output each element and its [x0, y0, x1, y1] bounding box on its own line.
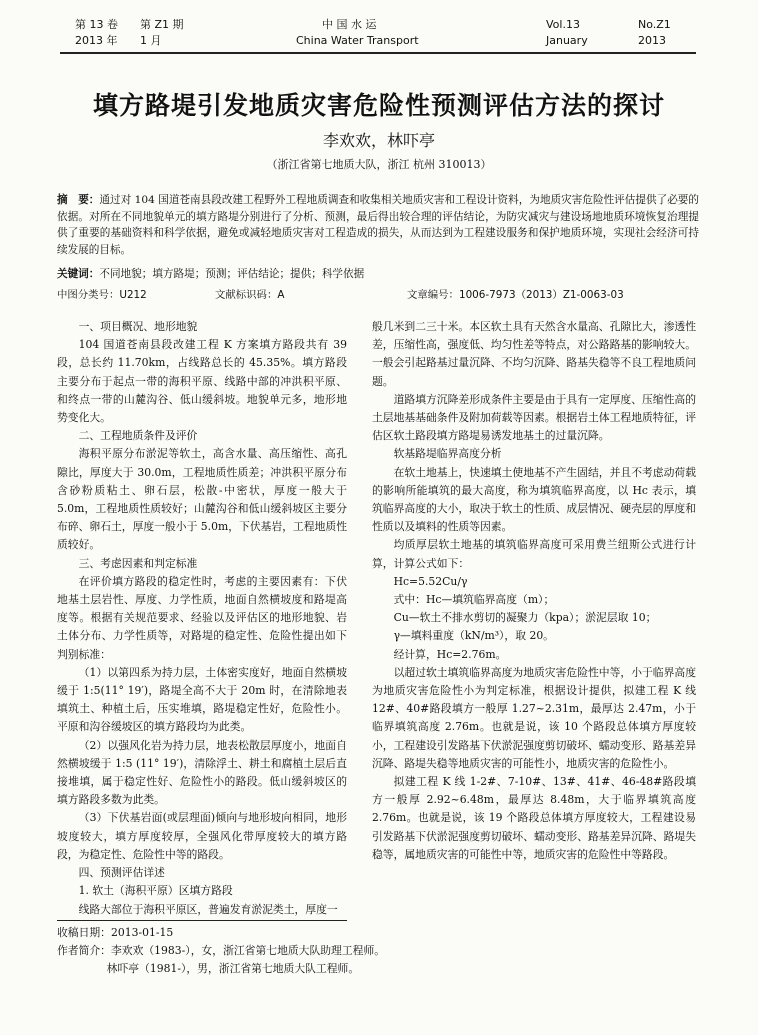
authors: 李欢欢，林吓亭 — [322, 131, 435, 150]
author-bio-line — [57, 942, 697, 960]
section-heading-3: 三、考虑因素和判定标准 — [78, 556, 198, 570]
keywords-text: 不同地貌；填方路堤；预测；评估结论；提供；科学依据 — [99, 268, 365, 280]
criterion-2: （2）以强风化岩为持力层，地表松散层厚度小，地面自然横坡缓于 1:5 (11° 19′)，清除浮土、耕土和腐植土层后直接堆填，属于稳定性好、危险性小的路段。低山缓斜坡区的填方路段多数为此类。 — [57, 738, 347, 807]
formula-definition: Cu—软土不排水剪切的凝聚力（kpa）；淤泥层取 10； — [393, 611, 657, 625]
paragraph: 以超过软土填筑临界高度为地质灾害危险性中等，小于临界高度为地质灾害危险性小为判定标准，根据设计提供，拟建工程 K 线 12#、40#路段填方一般厚 1.27~2.31m，最厚达 2.47m，小于临界填筑高度 2.76m。也就是说，该 10 个路段总体填方厚度较小，工程建设引发路基下伏淤泥强度剪切破坏、蠕动变形、路基差异沉降、路堤失稳等地质灾害的可能性小，地质灾害的危险性小。 — [372, 665, 696, 770]
keywords-label: 关键词： — [57, 268, 100, 280]
header-rule — [60, 52, 696, 54]
year-cn: 2013 年 — [75, 34, 118, 47]
article-number: 文章编号：1006-7973（2013）Z1-0063-03 — [407, 289, 624, 301]
journal-name-en: China Water Transport — [296, 34, 419, 47]
paper-title: 填方路堤引发地质灾害危险性预测评估方法的探讨 — [92, 91, 665, 120]
volume-cn: 第 13 卷 — [75, 18, 118, 31]
paragraph: 拟建工程 K 线 1-2#、7-10#、13#、41#、46-48#路段填方一般厚 2.92~6.48m，最厚达 8.48m，大于临界填筑高度 2.76m。也就是说，该 19 个路段总体填方厚度较大，工程建设易引发路基下伏淤泥强度剪切破坏、蠕动变形、路基差异沉降、路堤失稳等，属地质灾害的可能性中等，地质灾害的危险性中等路段。 — [372, 775, 696, 861]
left-column — [57, 318, 347, 919]
bio-label: 作者简介： — [57, 944, 111, 957]
paragraph: 线路大部位于海积平原区，普遍发育淤泥类土，厚度一 — [78, 902, 338, 916]
journal-name-cn: 中 国 水 运 — [322, 18, 377, 31]
received-date: 2013-01-15 — [110, 926, 174, 939]
abstract — [57, 192, 699, 258]
issue-cn: 第 Z1 期 — [140, 18, 184, 31]
clc-number: 中图分类号：U212 — [57, 289, 147, 301]
classification-line — [57, 286, 699, 302]
section-heading-4: 四、预测评估详述 — [78, 866, 165, 880]
footnote-rule — [57, 920, 347, 921]
criterion-3: （3）下伏基岩面(或层理面)倾向与地形坡向相同，地形坡度较大，填方厚度较厚，全强风化带厚度较大的填方路段，为稳定性、危险性中等的路段。 — [57, 811, 347, 861]
calculation-result: 经计算，Hc=2.76m。 — [393, 647, 507, 661]
paragraph: 104 国道苍南县段改建工程 K 方案填方路段共有 39 段，总长约 11.70km，占线路总长的 45.35%。填方路段主要分布于起点一带的海积平原、线路中部的冲洪积平原、和终点一带的山麓沟谷、低山缓斜坡。地貌单元多，地形地势变化大。 — [57, 338, 347, 425]
abstract-label: 摘 要： — [57, 194, 100, 206]
subsection-heading: 软基路堤临界高度分析 — [393, 447, 502, 461]
month-cn: 1 月 — [140, 34, 162, 47]
author-bio-1: 李欢欢（1983-），女，浙江省第七地质大队助理工程师。 — [110, 944, 386, 957]
formula-definition: γ—填料重度（kN/m³），取 20。 — [393, 629, 554, 643]
section-heading-1: 一、项目概况、地形地貌 — [78, 320, 198, 333]
paragraph: 般几米到二三十米。本区软土具有天然含水量高、孔隙比大，渗透性差，压缩性高，强度低、均匀性差等特点，对公路路基的影响较大。一般会引起路基过量沉降、不均匀沉降、路基失稳等不良工程地质问题。 — [372, 320, 696, 388]
paragraph: 海积平原分布淤泥等软土，高含水量、高压缩性、高孔隙比，厚度大于 30.0m，工程地质性质差；冲洪积平原分布含砂粉质粘土、卵石层，松散-中密状，厚度一般大于 5.0m，工程地质性质较好；山麓沟谷和低山缓斜坡区主要分布碎、卵石土，厚度一般小于 5.0m，下伏基岩，工程地质性质较好。 — [57, 447, 347, 552]
document-code: 文献标识码：A — [215, 289, 285, 301]
month-en: January — [546, 34, 588, 47]
subsection-heading: 1. 软土（海积平原）区填方路段 — [78, 884, 233, 898]
paragraph: 在评价填方路段的稳定性时，考虑的主要因素有：下伏地基土层岩性、厚度、力学性质，地面自然横坡度和路堤高度等。根据有关规范要求、经验以及评估区的地形地貌、岩土体分布、力学性质等，对路堤的稳定性、危险性提出如下判别标准： — [57, 574, 347, 661]
formula-definition: 式中：Hc—填筑临界高度（m）； — [393, 593, 555, 607]
author-bio-2: 林吓亭（1981-），男，浙江省第七地质大队工程师。 — [106, 962, 360, 975]
running-header — [0, 0, 758, 60]
received-label: 收稿日期： — [57, 926, 111, 939]
criterion-1: （1）以第四系为持力层，土体密实度好，地面自然横坡缓于 1:5(11° 19′)，路堤全高不大于 20m 时，在清除地表填筑土、种植土后，压实堆填，路堤稳定性好，危险性小。平原和沟谷缓坡区的填方路段均为此类。 — [57, 665, 347, 734]
volume-en: Vol.13 — [546, 18, 580, 31]
keywords — [57, 266, 699, 282]
affiliation: （浙江省第七地质大队，浙江 杭州 310013） — [266, 158, 492, 171]
footnote — [57, 924, 697, 978]
paragraph: 在软土地基上，快速填土使地基不产生固结，并且不考虑动荷载的影响所能填筑的最大高度，称为填筑临界高度，以 Hc 表示，填筑临界高度的大小，取决于软土的性质、成层情况、硬壳层的厚度和性质以及填料的性质等因素。 — [372, 465, 696, 534]
formula: Hc=5.52Cu/γ — [393, 574, 468, 588]
received-date-line — [57, 924, 697, 942]
paragraph: 均质厚层软土地基的填筑临界高度可采用费兰纽斯公式进行计算，计算公式如下： — [372, 538, 696, 570]
issue-en: No.Z1 — [638, 18, 671, 31]
paragraph: 道路填方沉降差形成条件主要是由于具有一定厚度、压缩性高的土层地基基础条件及附加荷载等因素。根据岩土体工程地质特征，评估区软土路段填方路堤易诱发地基土的过量沉降。 — [372, 392, 696, 443]
year-en: 2013 — [638, 34, 666, 47]
section-heading-2: 二、工程地质条件及评价 — [78, 429, 198, 443]
abstract-text: 通过对 104 国道苍南县段改建工程野外工程地质调查和收集相关地质灾害和工程设计资料，为地质灾害危险性评估提供了必要的依据。对所在不同地貌单元的填方路堤分别进行了分析、预测，最后得出较合理的评估结论，为防灾减灾与建设场地地质环境恢复治理提供了重要的基础资料和科学依据，避免或减轻地质灾害对工程造成的损失，从而达到为工程建设服务和保护地质环境，实现社会经济可持续发展的目标。 — [57, 194, 700, 256]
right-column — [372, 318, 696, 864]
